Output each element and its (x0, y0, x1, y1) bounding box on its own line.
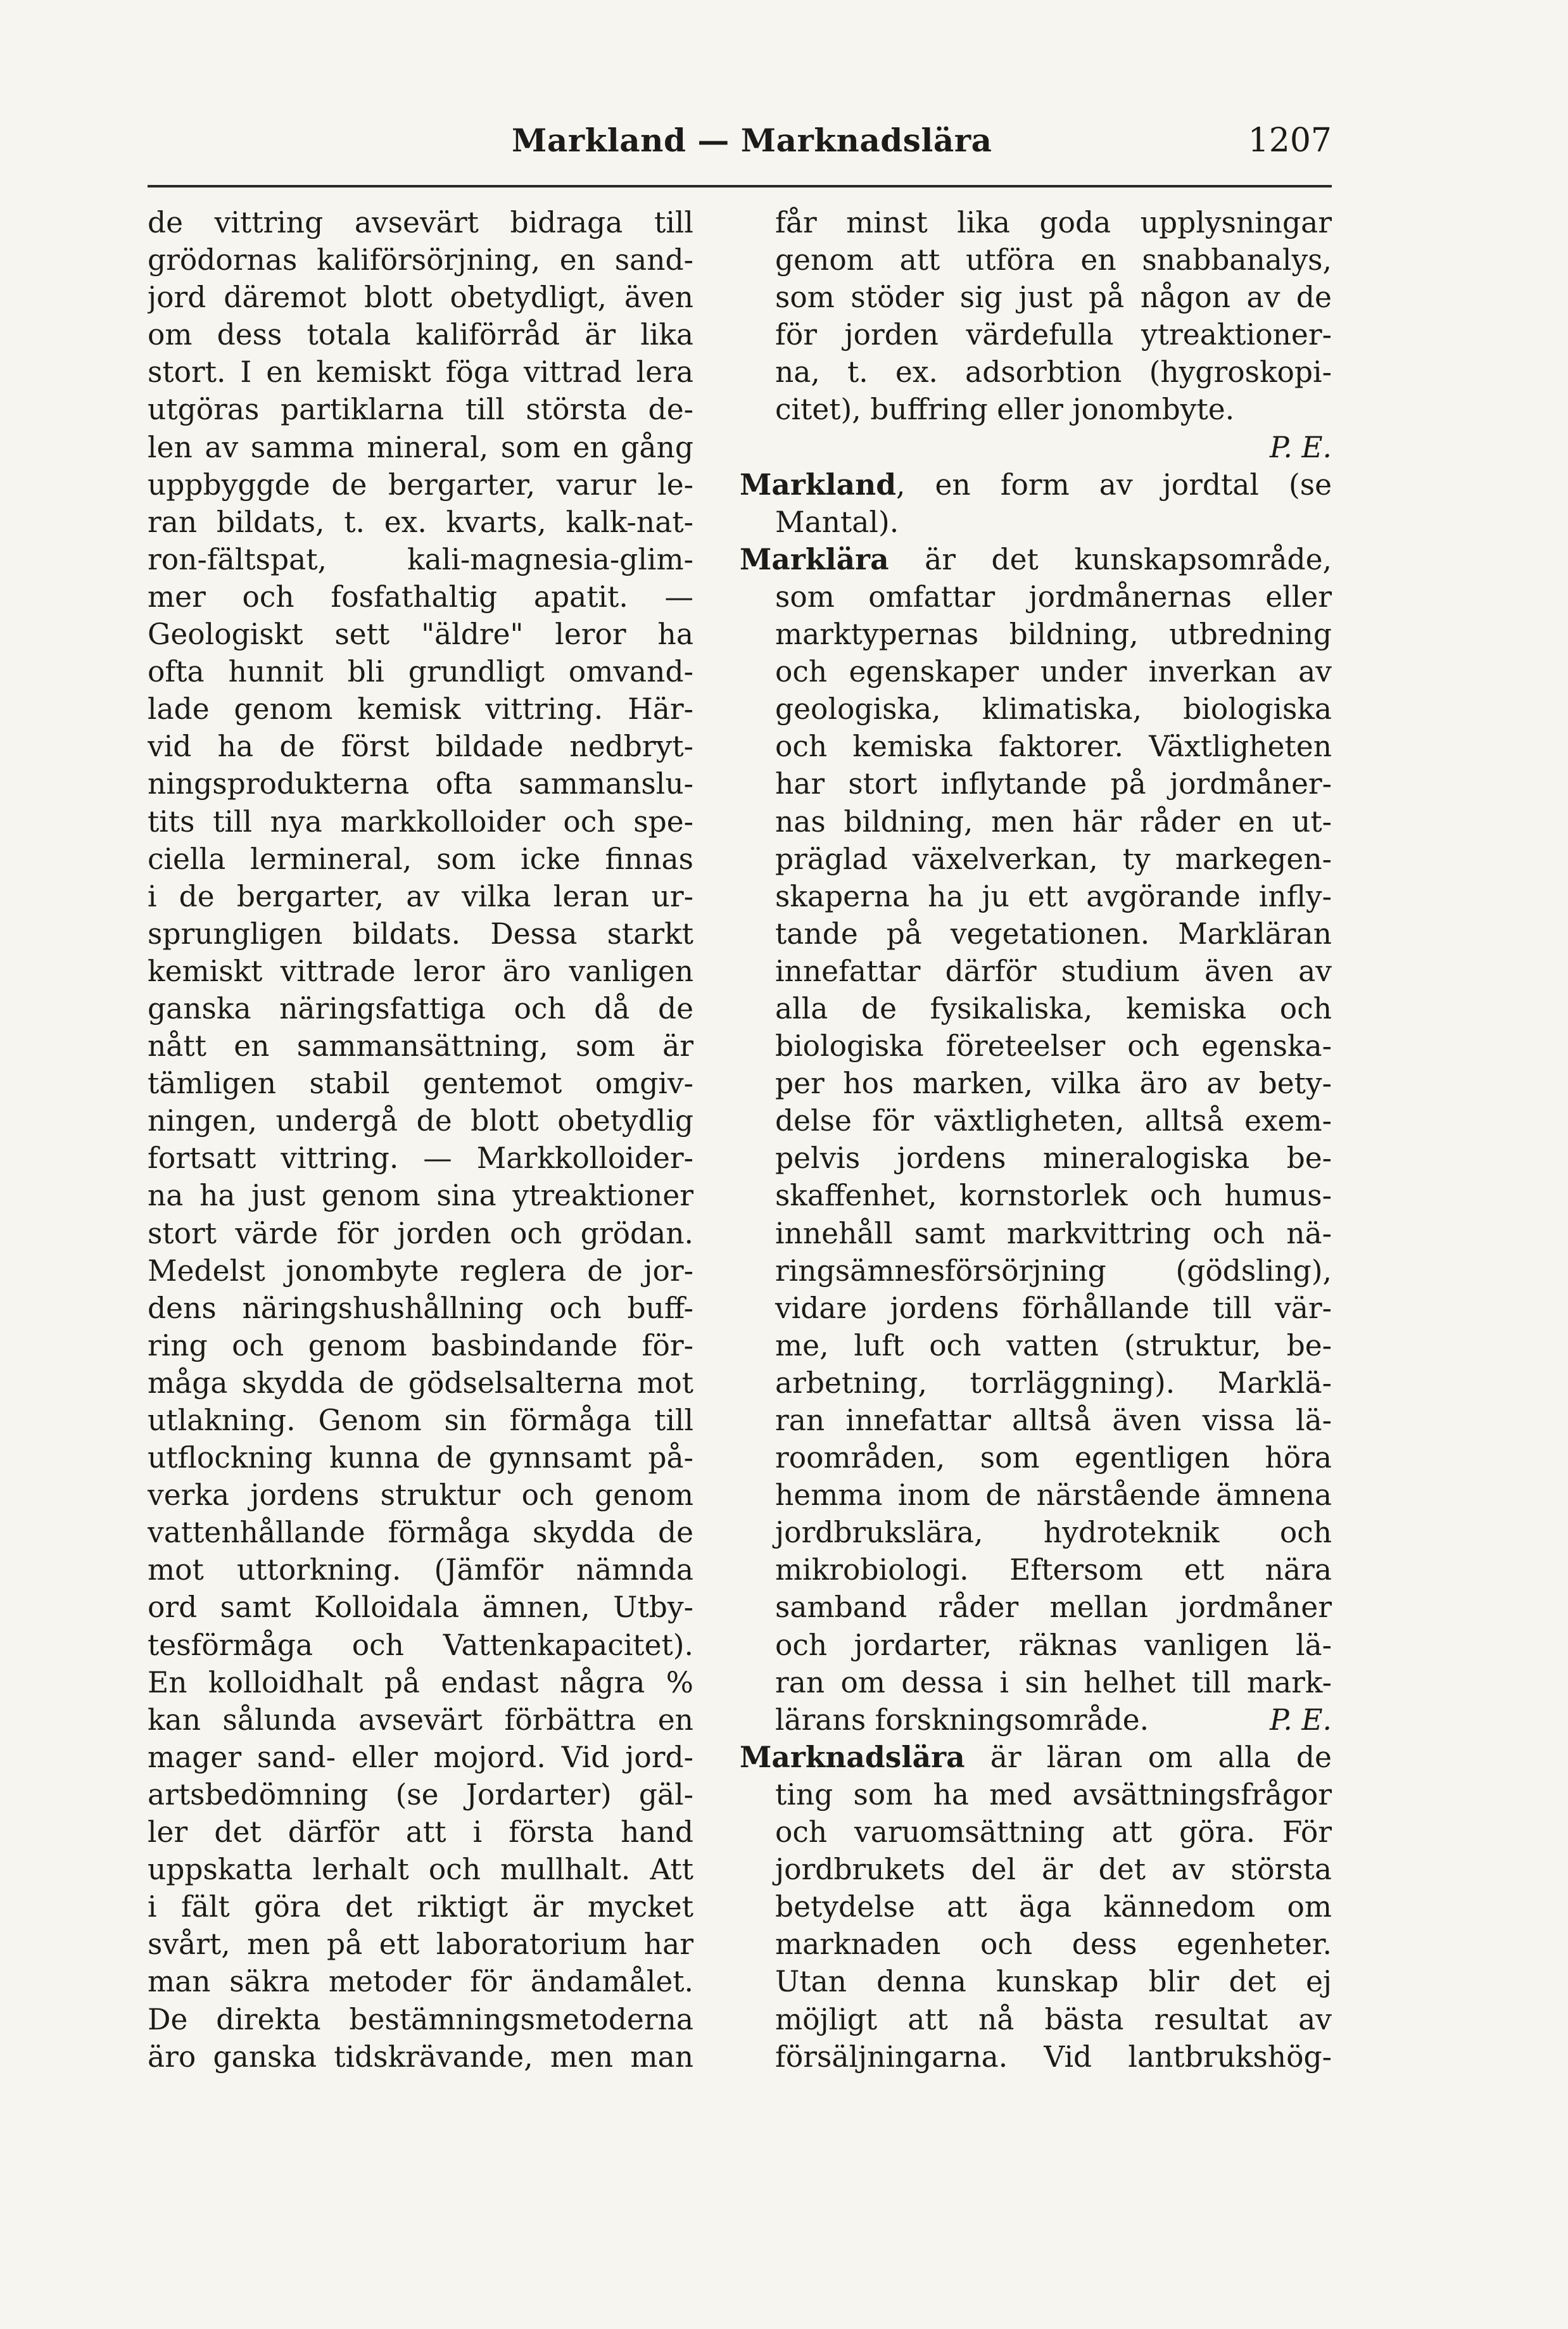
entry-marknadslara-first-line (740, 1739, 1332, 1776)
text-line: präglad växelverkan, ty markegen- (775, 842, 1332, 876)
text-line: betydelse att äga kännedom om (775, 1890, 1332, 1924)
entry-markland-first-line (740, 466, 1332, 504)
text-line: mager sand- eller mojord. Vid jord- (148, 1740, 693, 1774)
author-signature: P. E. (1270, 1703, 1332, 1737)
text-line: ran bildats, t. ex. kvarts, kalk-nat- (148, 505, 693, 539)
text-line: utlakning. Genom sin förmåga till (148, 1404, 693, 1437)
text-line: De direkta bestämningsmetoderna (148, 2002, 693, 2036)
text-line: som omfattar jordmånernas eller (775, 580, 1332, 614)
text-line: skaperna ha ju ett avgörande infly- (775, 879, 1332, 913)
entry-text: är det kunskapsområde, (888, 542, 1332, 576)
text-line: äro ganska tidskrävande, men man (148, 2040, 693, 2074)
text-line: nas bildning, men här råder en ut- (775, 804, 1332, 839)
text-line: jord däremot blott obetydligt, även (148, 281, 693, 315)
entry-term: Marknadslära (740, 1739, 965, 1774)
text-line: mot uttorkning. (Jämför nämnda (148, 1553, 693, 1587)
text-line: som stöder sig just på någon av de (775, 281, 1332, 315)
text-line: artsbedömning (se Jordarter) gäl- (148, 1777, 693, 1812)
text-line: ningen, undergå de blott obetydlig (148, 1104, 693, 1138)
text-line: vid ha de först bildade nedbryt- (148, 730, 693, 764)
text-line: samband råder mellan jordmåner (775, 1590, 1332, 1625)
text-line: svårt, men på ett laboratorium har (148, 1927, 693, 1962)
text-line: jordbrukets del är det av största (775, 1853, 1332, 1887)
text-line: för jorden värdefulla ytreaktioner- (775, 318, 1332, 352)
text-line: Mantal). (775, 505, 899, 539)
text-line: genom att utföra en snabbanalys, (775, 243, 1332, 277)
text-line: mikrobiologi. Eftersom ett nära (775, 1553, 1332, 1587)
text-line: får minst lika goda upplysningar (775, 206, 1332, 239)
text-line: delse för växtligheten, alltså exem- (775, 1104, 1332, 1138)
text-line: arbetning, torrläggning). Marklä- (775, 1366, 1332, 1400)
text-line: stort. I en kemiskt föga vittrad lera (148, 355, 693, 390)
text-line: och varuomsättning att göra. För (775, 1815, 1332, 1850)
text-line: har stort inflytande på jordmåner- (775, 767, 1332, 801)
text-line: och egenskaper under inverkan av (775, 655, 1332, 689)
text-line: sprungligen bildats. Dessa starkt (148, 917, 693, 951)
text-line: ring och genom basbindande för- (148, 1328, 693, 1362)
signature-text: P. E. (1270, 430, 1332, 464)
text-line: ting som ha med avsättningsfrågor (775, 1777, 1332, 1812)
text-line: och jordarter, räknas vanligen lä- (775, 1628, 1332, 1662)
text-line: ganska näringsfattiga och då de (148, 991, 693, 1025)
text-line: möjligt att nå bästa resultat av (775, 2002, 1332, 2036)
text-line: marknaden och dess egenheter. (775, 1927, 1332, 1962)
text-line: ningsprodukterna ofta sammanslu- (148, 767, 693, 801)
text-line: stort värde för jorden och grödan. (148, 1216, 693, 1250)
text-line: försäljningarna. Vid lantbrukshög- (775, 2040, 1332, 2074)
text-line: len av samma mineral, som en gång (148, 430, 693, 464)
text-line: ord samt Kolloidala ämnen, Utby- (148, 1590, 693, 1625)
text-line: ron-fältspat, kali-magnesia-glim- (148, 542, 693, 576)
text-line: ler det därför att i första hand (148, 1815, 693, 1850)
text-line: pelvis jordens mineralogiska be- (775, 1141, 1332, 1176)
header-title: Markland — Marknadslära (512, 122, 992, 159)
text-line: ciella lermineral, som icke finnas (148, 842, 693, 876)
text-line: Utan denna kunskap blir det ej (775, 1965, 1332, 1999)
entry-marklara-first-line (740, 541, 1332, 578)
text-line: grödornas kaliförsörjning, en sand- (148, 243, 693, 277)
entry-term: Marklära (740, 542, 889, 576)
text-line: vidare jordens förhållande till vär- (775, 1291, 1332, 1325)
text-line: vattenhållande förmåga skydda de (148, 1516, 693, 1550)
text-line: tesförmåga och Vattenkapacitet). (148, 1628, 693, 1662)
text-line: me, luft och vatten (struktur, be- (775, 1328, 1332, 1362)
text-line: per hos marken, vilka äro av bety- (775, 1067, 1332, 1101)
text-line: dens näringshushållning och buff- (148, 1291, 693, 1325)
text-line: na, t. ex. adsorbtion (hygroskopi- (775, 355, 1332, 390)
text-line: utgöras partiklarna till största de- (148, 393, 693, 427)
left-column (148, 204, 693, 2076)
text-line: innehåll samt markvittring och nä- (775, 1216, 1332, 1250)
text-line: i fält göra det riktigt är mycket (148, 1890, 693, 1924)
text-line: na ha just genom sina ytreaktioner (148, 1179, 693, 1213)
text-line: om dess totala kaliförråd är lika (148, 318, 693, 352)
text-line: ringsämnesförsörjning (gödsling), (775, 1253, 1332, 1288)
text-line: alla de fysikaliska, kemiska och (775, 991, 1332, 1025)
page-number: 1207 (1248, 122, 1332, 160)
text-line: mer och fosfathaltig apatit. — (148, 580, 693, 614)
header-rule (148, 185, 1332, 187)
text-line: måga skydda de gödselsalterna mot (148, 1366, 693, 1400)
text-line: nått en sammansättning, som är (148, 1029, 693, 1063)
right-column (740, 204, 1332, 2076)
text-line: och kemiska faktorer. Växtligheten (775, 730, 1332, 764)
entry-text: är läran om alla de (964, 1740, 1332, 1774)
text-line: biologiska företeelser och egenska- (775, 1029, 1332, 1063)
entry-text: , en form av jordtal (se (896, 467, 1332, 502)
text-line: tits till nya markkolloider och spe- (148, 804, 693, 839)
text-line: skaffenhet, kornstorlek och humus- (775, 1179, 1332, 1213)
text-line: utflockning kunna de gynnsamt på- (148, 1441, 693, 1475)
text-line: jordbrukslära, hydroteknik och (775, 1516, 1332, 1550)
text-line: de vittring avsevärt bidraga till (148, 206, 693, 239)
text-line: fortsatt vittring. — Markkolloider- (148, 1141, 693, 1176)
text-line: lade genom kemisk vittring. Här- (148, 692, 693, 727)
text-line: hemma inom de närstående ämnena (775, 1478, 1332, 1513)
text-line: kemiskt vittrade leror äro vanligen (148, 954, 693, 988)
signed-last-line (740, 1701, 1332, 1739)
text-line: uppskatta lerhalt och mullhalt. Att (148, 1853, 693, 1887)
entry-term: Markland (740, 467, 897, 502)
text-line: ran om dessa i sin helhet till mark- (775, 1665, 1332, 1699)
text-line: Medelst jonombyte reglera de jor- (148, 1253, 693, 1288)
text-line: man säkra metoder för ändamålet. (148, 1965, 693, 1999)
running-header (148, 114, 1332, 177)
text-line: verka jordens struktur och genom (148, 1478, 693, 1513)
text-line: kan sålunda avsevärt förbättra en (148, 1703, 693, 1737)
text-line: citet), buffring eller jonombyte. (775, 393, 1235, 427)
text-line: uppbyggde de bergarter, varur le- (148, 467, 693, 502)
text-line: lärans forskningsområde. (775, 1703, 1149, 1737)
text-line: geologiska, klimatiska, biologiska (775, 692, 1332, 727)
text-line: tämligen stabil gentemot omgiv- (148, 1067, 693, 1101)
text-line: roområden, som egentligen höra (775, 1441, 1332, 1475)
text-line: i de bergarter, av vilka leran ur- (148, 879, 693, 913)
author-signature (740, 429, 1332, 466)
text-line: Geologiskt sett "äldre" leror ha (148, 618, 693, 652)
text-line: ran innefattar alltså även vissa lä- (775, 1404, 1332, 1437)
text-line: tande på vegetationen. Markläran (775, 917, 1332, 951)
text-line: innefattar därför studium även av (775, 954, 1332, 988)
text-line: ofta hunnit bli grundligt omvand- (148, 655, 693, 689)
text-line: marktypernas bildning, utbredning (775, 618, 1332, 652)
text-line: En kolloidhalt på endast några % (148, 1665, 693, 1699)
